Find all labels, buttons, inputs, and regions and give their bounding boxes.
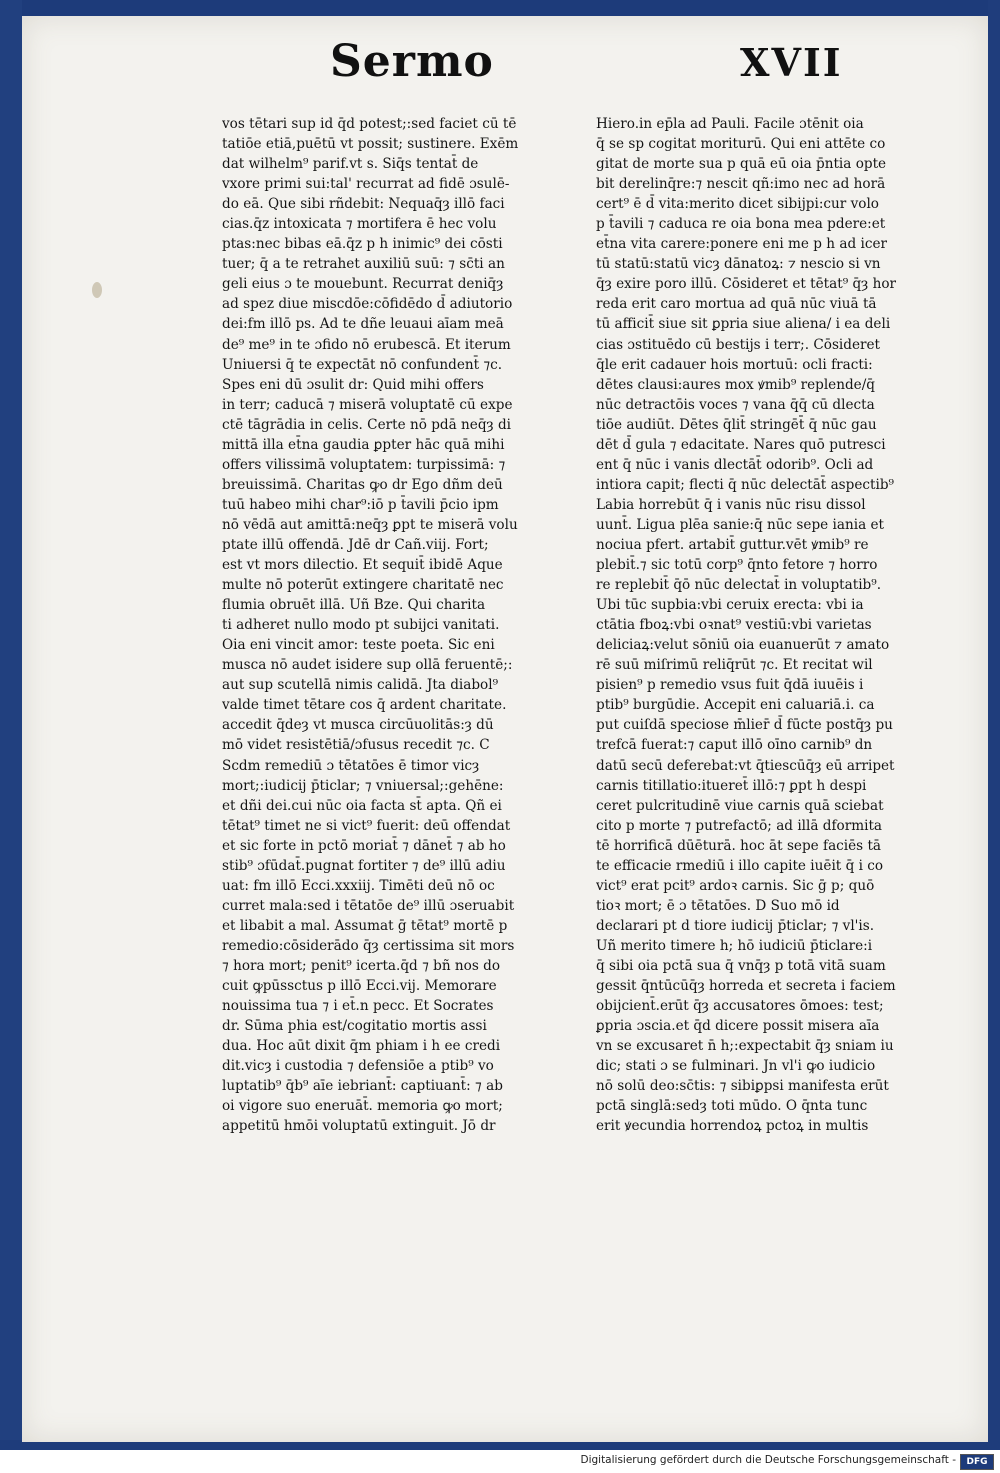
text-line: ptas:nec bibas eā.q̄z p h inimic⁹ dei cōsti (222, 236, 503, 253)
text-line: accedit q̄deȝ vt musca circūuolitās:ȝ dū (222, 717, 494, 734)
text-line: nō vēdā aut amittā:neq̄ȝ ꝑpt te miserā volu (222, 516, 518, 533)
text-line: dic; stati ɔ se fulminari. Jn vl'i ꝙo iudicio (596, 1058, 876, 1075)
text-line: et dñi dei.cui nūc oia facta st̄ apta. Qñ ei (222, 797, 502, 814)
text-line: Spes eni dū ɔsulit dr: Quid mihi offers (222, 376, 484, 393)
text-line: cias.q̄z intoxicata ⁊ mortifera ē hec volu (222, 216, 497, 233)
text-line: geli eius ɔ te mouebunt. Recurrat deniq̄ȝ (222, 276, 504, 293)
paper-wormhole (92, 282, 102, 298)
text-line: multe nō poterūt extingere charitatē nec (222, 577, 504, 594)
text-line: tū statū:statū vicȝ dānatoꝝ: ⁊ nescio si vn (596, 256, 881, 273)
text-line: et sic forte in pctō moriat̄ ⁊ dānet̄ ⁊ ab ho (222, 837, 506, 854)
text-line: plebit̄.⁊ sic totū corp⁹ q̄nto fetore ⁊ horro (596, 557, 878, 574)
text-line: tū afficit̄ siue sit ꝑpria siue aliena/ i ea deli (596, 316, 891, 333)
text-line: tatiōe etiā,puētū vt possit; sustinere. Exēm (222, 136, 519, 153)
text-line: in terr; caducā ⁊ miserā voluptatē cū expe (222, 396, 513, 413)
text-line: mittā illa et̄na gaudia ꝑpter hāc quā mihi (222, 436, 505, 453)
footer-credit: Digitalisierung gefördert durch die Deutsche Forschungsgemeinschaft - (580, 1454, 956, 1466)
dfg-logo-icon: DFG (960, 1454, 994, 1470)
text-line: stib⁹ ɔfūdat̄.pugnat fortiter ⁊ de⁹ illū adiu (222, 857, 506, 874)
text-line: nō solū deo:sc̄tis: ⁊ sibiꝑpsi manifesta erūt (596, 1078, 889, 1095)
text-line: ctē tāgrādia in celis. Certe nō pdā neq̄ȝ di (222, 416, 512, 433)
text-line: q̄ sibi oia pctā sua q̄ vnq̄ȝ p totā vitā suam (596, 957, 886, 974)
text-line: tē horrificā dūēturā. hoc āt sepe faciēs tā (596, 837, 882, 854)
text-line: ad spez diue miscdōe:cōfidēdo d̄ adiutorio (222, 296, 513, 313)
text-line: tētat⁹ timet ne si vict⁹ fuerit: deū offendat (222, 817, 511, 834)
text-line: dat wilhelm⁹ parif.vt s. Siq̄s tentat̄ de (222, 156, 479, 173)
text-line: ceret pulcritudinē viue carnis quā sciebat (596, 797, 884, 814)
text-line: reda erit caro mortua ad quā nūc viuā tā (596, 296, 877, 313)
text-line: cuit ꝙpūssctus p illō Ecci.vij. Memorare (222, 978, 497, 995)
text-line: dei:fm illō ps. Ad te dñe leuaui aīam meā (222, 316, 504, 333)
text-line: do eā. Que sibi rñdebit: Nequaq̄ȝ illō faci (222, 196, 505, 213)
text-line: carnis titillatio:itueret̄ illō:⁊ ꝑpt h despi (596, 777, 867, 794)
text-line: vn se excusaret n̄ h;:expectabit q̄ȝ sniam iu (596, 1038, 894, 1055)
text-line: curret mala:sed i tētatōe de⁹ illū ɔseruabit (222, 897, 515, 914)
text-line: valde timet tētare cos q̄ ardent charitate. (222, 697, 507, 714)
text-column-right (596, 114, 956, 1136)
text-line: uat: fm illō Ecci.xxxiij. Timēti deū nō oc (222, 877, 495, 894)
text-line: ⁊ hora mort; penit⁹ icerta.q̄d ⁊ bñ nos do (222, 957, 501, 974)
text-line: q̄ se sp cogitat moriturū. Qui eni attēte co (596, 136, 886, 153)
text-line: uunt̄. Ligua plēa sanie:q̄ nūc sepe iania et (596, 516, 884, 533)
text-line: et̄na vita carere:ponere eni me p h ad icer (596, 236, 887, 253)
text-line: mort;:iudicij p̄ticlar; ⁊ vniuersal;:gehēne: (222, 777, 504, 794)
scan-border-right (988, 0, 1000, 1448)
text-line: tioꝛ mort; ē ɔ tētatōes. D Suo mō id (596, 897, 840, 914)
text-line: musca nō audet isidere sup ollā feruentē;: (222, 657, 513, 674)
text-line: ent q̄ nūc i vanis dlectāt̄ odorib⁹. Ocli ad (596, 456, 874, 473)
text-line: offers vilissimā voluptatem: turpissimā: ⁊ (222, 456, 506, 473)
text-line: remedio:cōsiderādo q̄ȝ certissima sit mors (222, 937, 515, 954)
text-line: mō videt resistētiā/ɔfusus recedit ⁊c. C (222, 737, 490, 754)
text-line: aut sup scutellā nimis calidā. Jta diabol⁹ (222, 677, 499, 694)
text-line: te efficacie rmediū i illo capite iuēit q̄ i co (596, 857, 884, 874)
text-line: trefcā fuerat:⁊ caput illō oīno carnib⁹ dn (596, 737, 873, 754)
text-line: vict⁹ erat pcit⁹ ardoꝛ carnis. Sic ḡ p; quō (596, 877, 875, 894)
text-line: et libabit a mal. Assumat ḡ tētat⁹ mortē p (222, 917, 508, 934)
text-line: dētes clausi:aures mox ꝟmib⁹ replende/q̄ (596, 376, 876, 393)
text-column-left (222, 114, 594, 1136)
text-line: ctātia fboꝝ:vbi oꝛnat⁹ vestiū:vbi varietas (596, 617, 872, 634)
text-line: pisien⁹ p remedio vsus fuit q̄dā iuuēis i (596, 677, 864, 694)
text-line: dr. Sūma phia est/cogitatio mortis assi (222, 1018, 487, 1035)
text-line: cito p morte ⁊ putrefactō; ad illā dformita (596, 817, 883, 834)
text-line: Hiero.in ep̄la ad Pauli. Facile ɔtēnit oia (596, 116, 864, 132)
text-line: tiōe audiūt. Dētes q̄lit̄ stringēt̄ q̄ nūc gau (596, 416, 877, 433)
text-line: oi vigore suo eneruāt̄. memoria ꝙo mort; (222, 1098, 503, 1115)
text-line: dua. Hoc aūt dixit q̄m phiam i h ee credi (222, 1038, 501, 1055)
text-line: est vt mors dilectio. Et sequit̄ ibidē Aque (222, 557, 503, 574)
text-line: gitat de morte sua p quā eū oia p̄ntia opte (596, 156, 887, 173)
text-line: tuer; q̄ a te retrahet auxiliū suū: ⁊ sc̄ti an (222, 256, 505, 273)
text-line: ꝑpria ɔscia.et q̄d dicere possit misera aīa (596, 1018, 880, 1035)
text-line: q̄ȝ exire poro illū. Cōsideret et tētat⁹ q̄ȝ hor (596, 276, 897, 293)
scan-border-left (0, 0, 22, 1448)
text-line: Labia horrebūt q̄ i vanis nūc risu dissol (596, 496, 866, 513)
folio-number: XVII (740, 40, 843, 85)
text-line: nouissima tua ⁊ i et̄.n pecc. Et Socrates (222, 998, 494, 1015)
text-line: nūc detractōis voces ⁊ vana q̄q̄ cū dlecta (596, 396, 875, 413)
text-line: dit.vicȝ i custodia ⁊ defensiōe a ptib⁹ vo (222, 1058, 494, 1075)
text-line: ptate illū offendā. Jdē dr Cañ.viij. Fort; (222, 536, 489, 553)
text-line: breuissimā. Charitas ꝙo dr Ego dñm deū (222, 476, 503, 493)
text-line: vxore primi sui:tal' recurrat ad fidē ɔsulē- (222, 176, 510, 193)
text-line: flumia obruēt illā. Uñ Bze. Qui charita (222, 597, 486, 614)
text-line: put cuiſdā speciose m̄lier̄ d̄ fūcte postq̄ȝ pu (596, 717, 893, 734)
text-line: bit derelinq̄re:⁊ nescit qñ:imo nec ad horā (596, 176, 886, 193)
text-line: intiora capit; flecti q̄ nūc delectāt̄ aspectib⁹ (596, 476, 894, 493)
text-line: obijcient̄.erūt q̄ȝ accusatores ōmoes: test; (596, 998, 884, 1015)
text-line: q̄le erit cadauer hois mortuū: ocli fracti: (596, 356, 873, 373)
text-line: Scdm remediū ɔ tētatōes ē timor vicȝ (222, 757, 480, 774)
text-line: declarari pt d tiore iudicij p̄ticlar; ⁊ vl'is. (596, 917, 875, 934)
text-line: ti adheret nullo modo pt subijci vanitati. (222, 617, 500, 634)
text-line: Ubi tūc supbia:vbi ceruix erecta: vbi ia (596, 597, 864, 614)
text-line: Oia eni vincit amor: teste poeta. Sic eni (222, 637, 495, 654)
text-line: dēt d̄ gula ⁊ edacitate. Nares quō putresci (596, 436, 886, 453)
text-line: Uniuersi q̄ te expectāt nō confundent̄ ⁊c. (222, 356, 503, 373)
text-line: vos tētari sup id q̄d potest;:sed faciet cū tē (222, 116, 517, 132)
running-head-title: Sermo (330, 36, 494, 87)
text-line: rē suū miſrimū reliq̄rūt ⁊c. Et recitat wil (596, 657, 873, 674)
text-line: deliciaꝝ:velut sōniū oia euanuerūt ⁊ amato (596, 637, 890, 654)
text-line: gessit q̄ntūcūq̄ȝ horreda et secreta i faciem (596, 978, 896, 995)
text-line: pctā singlā:sedȝ toti mūdo. O q̄nta tunc (596, 1098, 868, 1115)
digitization-footer (0, 1450, 1000, 1473)
text-line: nociua pfert. artabit̄ guttur.vēt ꝟmib⁹ re (596, 536, 869, 553)
text-line: erit ꝟecundia horrendoꝝ pctoꝝ in multis (596, 1118, 869, 1135)
text-line: tuū habeo mihi char⁹:iō p t̄avili p̄cio ipm (222, 496, 499, 513)
text-line: re replebit̄ q̄ō nūc delectat̄ in voluptatib⁹. (596, 577, 882, 594)
text-line: datū secū deferebat:vt q̄tiescūq̄ȝ eū arripet (596, 757, 895, 774)
text-line: p t̄avili ⁊ caduca re oia bona mea pdere:et (596, 216, 886, 233)
text-line: appetitū hmōi voluptatū extinguit. Jō dr (222, 1118, 496, 1135)
text-line: de⁹ me⁹ in te ɔfido nō erubescā. Et iterum (222, 336, 511, 353)
text-line: cias ɔstituēdo cū bestijs i terr;. Cōsideret (596, 336, 881, 353)
text-line: ptib⁹ burgūdie. Accepit eni caluariā.i. ca (596, 697, 875, 714)
text-line: Uñ merito timere h; hō iudiciū p̄ticlare:i (596, 937, 873, 954)
text-line: luptatib⁹ q̄b⁹ aīe iebriant̄: captiuant̄: ⁊ ab (222, 1078, 503, 1095)
text-line: cert⁹ ē d̄ vita:merito dicet sibijpi:cur volo (596, 196, 879, 213)
